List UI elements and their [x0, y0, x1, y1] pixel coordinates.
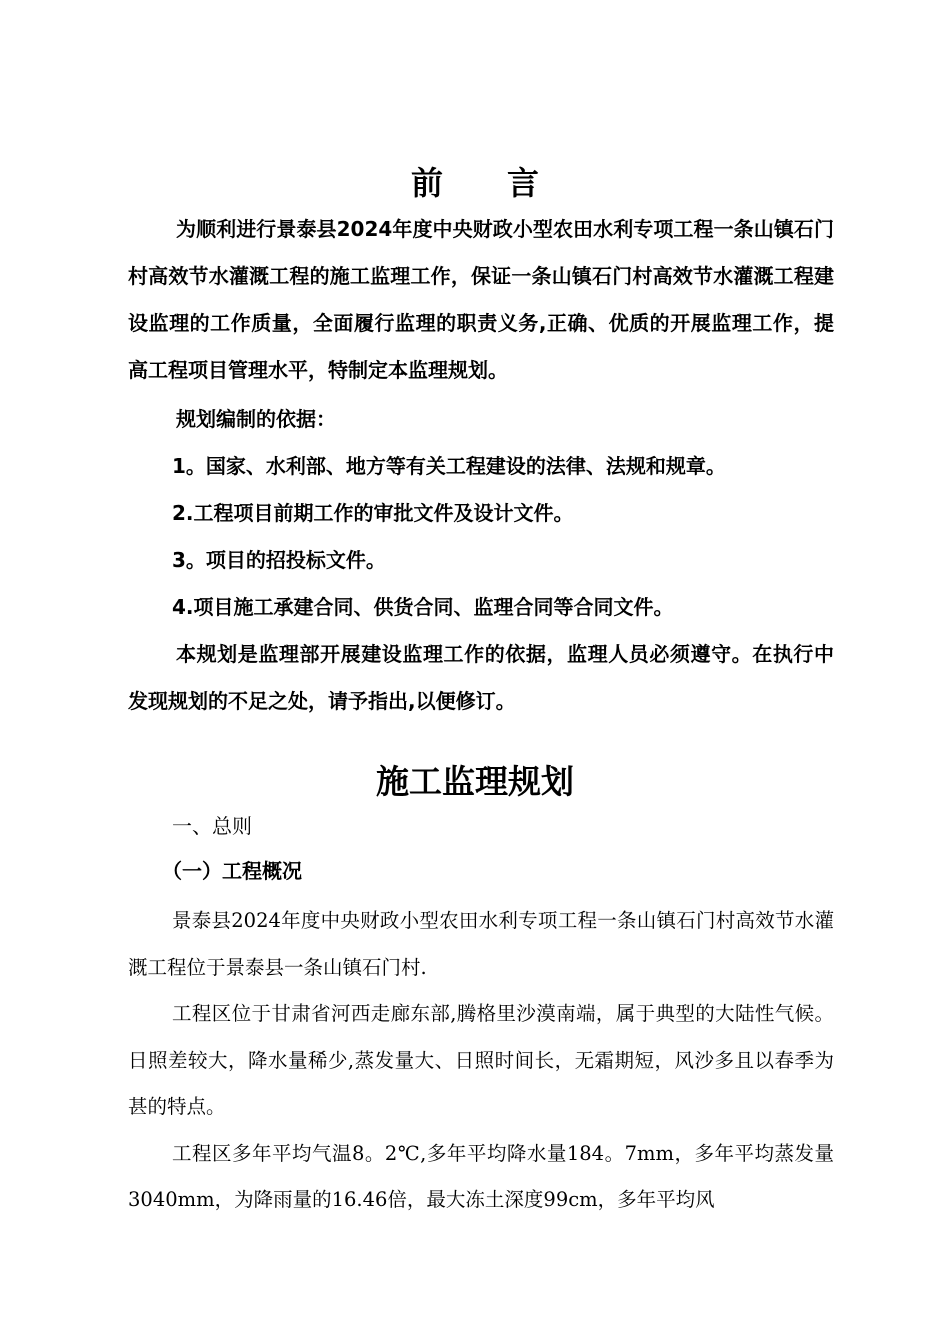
overview-paragraph-2: 工程区位于甘肃省河西走廊东部,腾格里沙漠南端，属于典型的大陆性气候。日照差较大，降水量稀少,蒸发量大、日照时间长，无霜期短，风沙多且以春季为甚的特点。 — [128, 1002, 834, 1118]
basis-heading: 规划编制的依据： — [176, 407, 336, 431]
preface-section — [128, 206, 834, 725]
overview-paragraph-1: 景泰县2024年度中央财政小型农田水利专项工程一条山镇石门村高效节水灌溉工程位于景泰县一条山镇石门村. — [128, 909, 834, 979]
preface-closing-paragraph: 本规划是监理部开展建设监理工作的依据，监理人员必须遵守。在执行中发现规划的不足之处，请予指出,以便修订。 — [128, 642, 834, 713]
basis-item-2: 2.工程项目前期工作的审批文件及设计文件。 — [172, 501, 574, 525]
basis-item-3: 3。项目的招投标文件。 — [172, 548, 386, 572]
overview-paragraph-3: 工程区多年平均气温8。2℃,多年平均降水量184。7mm，多年平均蒸发量3040mm，为降雨量的16.46倍，最大冻土深度99cm，多年平均风 — [128, 1141, 834, 1211]
basis-item-1: 1。国家、水利部、地方等有关工程建设的法律、法规和规章。 — [172, 454, 726, 478]
preface-intro-paragraph: 为顺利进行景泰县2024年度中央财政小型农田水利专项工程一条山镇石门村高效节水灌溉工程的施工监理工作，保证一条山镇石门村高效节水灌溉工程建设监理的工作质量，全面履行监理的职责义务,正确、优质的开展监理工作，提高工程项目管理水平，特制定本监理规划。 — [128, 217, 834, 382]
subsection-heading-overview: （一）工程概况 — [162, 859, 302, 883]
overview-body — [128, 898, 834, 1224]
preface-title: 前言 — [410, 164, 603, 202]
section-heading-general: 一、总则 — [172, 814, 252, 838]
plan-title: 施工监理规划 — [376, 762, 574, 801]
basis-item-4: 4.项目施工承建合同、供货合同、监理合同等合同文件。 — [172, 595, 674, 619]
